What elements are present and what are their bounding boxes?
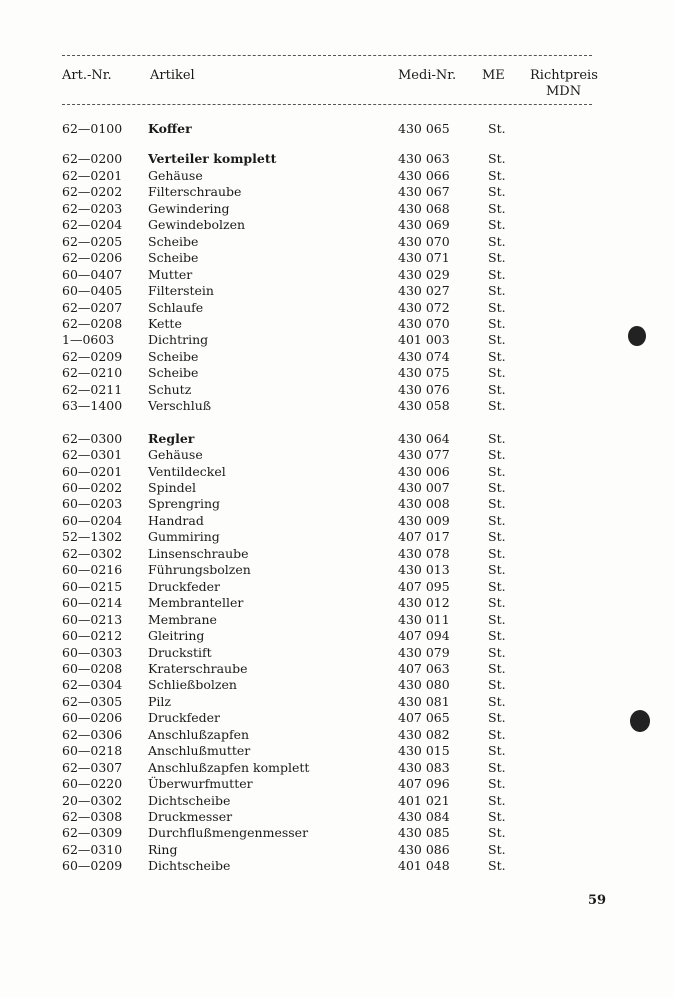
art-nr-cell: 62—0309 [62, 825, 123, 841]
artikel-cell: Scheibe [148, 348, 199, 364]
medi-nr-cell: 430 079 [398, 644, 450, 660]
medi-nr-cell: 430 065 [398, 121, 450, 136]
col-me: ME [482, 68, 505, 83]
art-nr-cell: 60—0405 [62, 283, 123, 299]
table-row [0, 496, 674, 512]
art-nr-cell: 60—0204 [62, 512, 123, 528]
medi-nr-cell: 430 071 [398, 250, 450, 266]
art-nr-cell: 62—0201 [62, 167, 123, 183]
medi-nr-cell: 430 075 [398, 365, 450, 381]
me-cell: St. [488, 578, 506, 594]
medi-nr-cell: 430 064 [398, 430, 450, 446]
artikel-cell: Mutter [148, 266, 193, 282]
table-row [0, 217, 674, 233]
me-cell: St. [488, 825, 506, 841]
art-nr-cell: 62—0301 [62, 447, 123, 463]
art-nr-cell: 1—0603 [62, 332, 115, 348]
table-row [0, 595, 674, 611]
me-cell: St. [488, 151, 506, 167]
artikel-cell: Linsenschraube [148, 545, 249, 561]
medi-nr-cell: 430 067 [398, 184, 450, 200]
me-cell: St. [488, 266, 506, 282]
medi-nr-cell: 430 074 [398, 348, 450, 364]
artikel-cell: Gummiring [148, 529, 220, 545]
top-rule [62, 55, 592, 56]
medi-nr-cell: 407 065 [398, 710, 450, 726]
me-cell: St. [488, 595, 506, 611]
medi-nr-cell: 430 006 [398, 463, 450, 479]
art-nr-cell: 62—0210 [62, 365, 123, 381]
table-row [0, 743, 674, 759]
art-nr-cell: 62—0209 [62, 348, 123, 364]
me-cell: St. [488, 644, 506, 660]
medi-nr-cell: 430 058 [398, 398, 450, 414]
art-nr-cell: 62—0205 [62, 233, 123, 249]
art-nr-cell: 62—0300 [62, 430, 123, 446]
me-cell: St. [488, 398, 506, 414]
medi-nr-cell: 401 003 [398, 332, 450, 348]
me-cell: St. [488, 463, 506, 479]
medi-nr-cell: 430 070 [398, 233, 450, 249]
table-row [0, 201, 674, 217]
ink-smudge [628, 326, 646, 346]
art-nr-cell: 62—0306 [62, 726, 123, 742]
artikel-cell: Druckstift [148, 644, 212, 660]
me-cell: St. [488, 381, 506, 397]
col-richtpreis: Richtpreis [530, 68, 598, 83]
medi-nr-cell: 430 015 [398, 743, 450, 759]
table-row [0, 316, 674, 332]
art-nr-cell: 62—0204 [62, 217, 123, 233]
col-art-nr: Art.-Nr. [62, 68, 112, 83]
table-row [0, 546, 674, 562]
ink-smudge [630, 710, 650, 732]
table-row [0, 121, 674, 137]
medi-nr-cell: 430 066 [398, 167, 450, 183]
art-nr-cell: 60—0208 [62, 660, 123, 676]
medi-nr-cell: 430 069 [398, 217, 450, 233]
medi-nr-cell: 430 081 [398, 693, 450, 709]
medi-nr-cell: 407 063 [398, 660, 450, 676]
table-row [0, 562, 674, 578]
art-nr-cell: 60—0218 [62, 743, 123, 759]
artikel-cell: Filterschraube [148, 184, 242, 200]
table-row [0, 184, 674, 200]
table-row [0, 612, 674, 628]
medi-nr-cell: 407 094 [398, 628, 450, 644]
art-nr-cell: 62—0310 [62, 841, 123, 857]
artikel-cell: Druckfeder [148, 710, 221, 726]
table-row [0, 447, 674, 463]
artikel-cell: Gleitring [148, 628, 205, 644]
me-cell: St. [488, 858, 506, 874]
artikel-cell: Spindel [148, 480, 197, 495]
art-nr-cell: 62—0307 [62, 759, 123, 775]
table-row [0, 464, 674, 480]
me-cell: St. [488, 430, 506, 446]
me-cell: St. [488, 250, 506, 266]
table-row [0, 825, 674, 841]
table-row [0, 168, 674, 184]
medi-nr-cell: 401 048 [398, 858, 450, 874]
art-nr-cell: 62—0207 [62, 299, 123, 315]
table-row [0, 760, 674, 776]
me-cell: St. [488, 299, 506, 315]
art-nr-cell: 60—0214 [62, 595, 123, 611]
art-nr-cell: 20—0302 [62, 792, 123, 808]
art-nr-cell: 62—0208 [62, 315, 123, 331]
table-row [0, 793, 674, 809]
table-row [0, 842, 674, 858]
me-cell: St. [488, 480, 506, 495]
medi-nr-cell: 430 082 [398, 726, 450, 742]
me-cell: St. [488, 660, 506, 676]
me-cell: St. [488, 710, 506, 726]
me-cell: St. [488, 200, 506, 216]
me-cell: St. [488, 184, 506, 200]
table-row [0, 234, 674, 250]
artikel-cell: Verteiler komplett [148, 151, 277, 167]
artikel-cell: Regler [148, 430, 195, 446]
art-nr-cell: 60—0202 [62, 480, 123, 495]
art-nr-cell: 62—0100 [62, 121, 123, 136]
artikel-cell: Dichtscheibe [148, 858, 231, 874]
me-cell: St. [488, 233, 506, 249]
me-cell: St. [488, 759, 506, 775]
artikel-cell: Schutz [148, 381, 192, 397]
artikel-cell: Anschlußmutter [148, 743, 251, 759]
me-cell: St. [488, 512, 506, 528]
artikel-cell: Scheibe [148, 250, 199, 266]
artikel-cell: Schließbolzen [148, 677, 237, 693]
artikel-cell: Handrad [148, 512, 204, 528]
medi-nr-cell: 430 078 [398, 545, 450, 561]
art-nr-cell: 62—0200 [62, 151, 123, 167]
artikel-cell: Schlaufe [148, 299, 204, 315]
medi-nr-cell: 407 095 [398, 578, 450, 594]
artikel-cell: Filterstein [148, 283, 214, 299]
medi-nr-cell: 430 008 [398, 496, 450, 512]
medi-nr-cell: 430 007 [398, 480, 450, 495]
medi-nr-cell: 407 096 [398, 776, 450, 792]
me-cell: St. [488, 315, 506, 331]
medi-nr-cell: 430 063 [398, 151, 450, 167]
page-number: 59 [588, 893, 607, 908]
table-row [0, 776, 674, 792]
artikel-cell: Dichtscheibe [148, 792, 231, 808]
art-nr-cell: 63—1400 [62, 398, 123, 414]
me-cell: St. [488, 447, 506, 463]
art-nr-cell: 60—0212 [62, 628, 123, 644]
artikel-cell: Durchflußmengenmesser [148, 825, 309, 841]
medi-nr-cell: 430 083 [398, 759, 450, 775]
artikel-cell: Gehäuse [148, 447, 203, 463]
me-cell: St. [488, 562, 506, 578]
art-nr-cell: 60—0206 [62, 710, 123, 726]
artikel-cell: Druckfeder [148, 578, 221, 594]
medi-nr-cell: 430 077 [398, 447, 450, 463]
medi-nr-cell: 430 084 [398, 809, 450, 824]
art-nr-cell: 60—0407 [62, 266, 123, 282]
artikel-cell: Anschlußzapfen komplett [148, 759, 310, 775]
medi-nr-cell: 430 029 [398, 266, 450, 282]
artikel-cell: Führungsbolzen [148, 562, 251, 578]
col-mdn: MDN [546, 84, 582, 99]
artikel-cell: Ventildeckel [148, 463, 226, 479]
table-row [0, 300, 674, 316]
art-nr-cell: 60—0201 [62, 463, 123, 479]
me-cell: St. [488, 529, 506, 545]
table-row [0, 628, 674, 644]
art-nr-cell: 62—0211 [62, 381, 123, 397]
me-cell: St. [488, 332, 506, 348]
table-row [0, 645, 674, 661]
art-nr-cell: 62—0203 [62, 200, 123, 216]
table-row [0, 431, 674, 447]
medi-nr-cell: 430 080 [398, 677, 450, 693]
art-nr-cell: 60—0216 [62, 562, 123, 578]
artikel-cell: Scheibe [148, 233, 199, 249]
art-nr-cell: 60—0209 [62, 858, 123, 874]
artikel-cell: Kraterschraube [148, 660, 248, 676]
table-row [0, 529, 674, 545]
medi-nr-cell: 401 021 [398, 792, 450, 808]
me-cell: St. [488, 348, 506, 364]
me-cell: St. [488, 283, 506, 299]
medi-nr-cell: 430 072 [398, 299, 450, 315]
me-cell: St. [488, 167, 506, 183]
medi-nr-cell: 430 012 [398, 595, 450, 611]
art-nr-cell: 60—0213 [62, 611, 123, 627]
col-medi-nr: Medi-Nr. [398, 68, 457, 83]
table-row [0, 398, 674, 414]
me-cell: St. [488, 217, 506, 233]
table-row [0, 250, 674, 266]
me-cell: St. [488, 628, 506, 644]
table-row [0, 365, 674, 381]
art-nr-cell: 62—0308 [62, 809, 123, 824]
art-nr-cell: 62—0305 [62, 693, 123, 709]
table-row [0, 858, 674, 874]
me-cell: St. [488, 545, 506, 561]
table-row [0, 267, 674, 283]
me-cell: St. [488, 776, 506, 792]
header-rule [62, 104, 592, 105]
table-row [0, 727, 674, 743]
medi-nr-cell: 407 017 [398, 529, 450, 545]
art-nr-cell: 60—0303 [62, 644, 123, 660]
artikel-cell: Pilz [148, 693, 171, 709]
artikel-cell: Koffer [148, 121, 192, 136]
me-cell: St. [488, 841, 506, 857]
medi-nr-cell: 430 027 [398, 283, 450, 299]
medi-nr-cell: 430 070 [398, 315, 450, 331]
artikel-cell: Kette [148, 315, 182, 331]
art-nr-cell: 62—0206 [62, 250, 123, 266]
me-cell: St. [488, 611, 506, 627]
me-cell: St. [488, 743, 506, 759]
table-row [0, 349, 674, 365]
medi-nr-cell: 430 085 [398, 825, 450, 841]
table-row [0, 480, 674, 496]
me-cell: St. [488, 693, 506, 709]
table-row [0, 710, 674, 726]
me-cell: St. [488, 121, 506, 136]
art-nr-cell: 60—0203 [62, 496, 123, 512]
medi-nr-cell: 430 068 [398, 200, 450, 216]
me-cell: St. [488, 365, 506, 381]
medi-nr-cell: 430 076 [398, 381, 450, 397]
table-row [0, 661, 674, 677]
table-row [0, 677, 674, 693]
medi-nr-cell: 430 009 [398, 512, 450, 528]
col-artikel: Artikel [150, 68, 195, 83]
medi-nr-cell: 430 086 [398, 841, 450, 857]
artikel-cell: Dichtring [148, 332, 209, 348]
art-nr-cell: 60—0220 [62, 776, 123, 792]
artikel-cell: Gehäuse [148, 167, 203, 183]
me-cell: St. [488, 809, 506, 824]
artikel-cell: Ring [148, 841, 178, 857]
artikel-cell: Überwurfmutter [148, 776, 253, 792]
me-cell: St. [488, 496, 506, 512]
table-row [0, 513, 674, 529]
artikel-cell: Druckmesser [148, 809, 233, 824]
artikel-cell: Anschlußzapfen [148, 726, 250, 742]
table-row [0, 283, 674, 299]
artikel-cell: Gewindering [148, 200, 230, 216]
artikel-cell: Membrane [148, 611, 217, 627]
artikel-cell: Membranteller [148, 595, 244, 611]
artikel-cell: Verschluß [148, 398, 212, 414]
table-row [0, 382, 674, 398]
art-nr-cell: 60—0215 [62, 578, 123, 594]
table-row [0, 579, 674, 595]
table-row [0, 809, 674, 825]
art-nr-cell: 62—0302 [62, 545, 123, 561]
table-row [0, 151, 674, 167]
medi-nr-cell: 430 011 [398, 611, 450, 627]
art-nr-cell: 62—0304 [62, 677, 123, 693]
artikel-cell: Gewindebolzen [148, 217, 246, 233]
artikel-cell: Scheibe [148, 365, 199, 381]
art-nr-cell: 62—0202 [62, 184, 123, 200]
me-cell: St. [488, 726, 506, 742]
me-cell: St. [488, 677, 506, 693]
me-cell: St. [488, 792, 506, 808]
table-row [0, 332, 674, 348]
table-row [0, 694, 674, 710]
art-nr-cell: 52—1302 [62, 529, 123, 545]
medi-nr-cell: 430 013 [398, 562, 450, 578]
artikel-cell: Sprengring [148, 496, 221, 512]
